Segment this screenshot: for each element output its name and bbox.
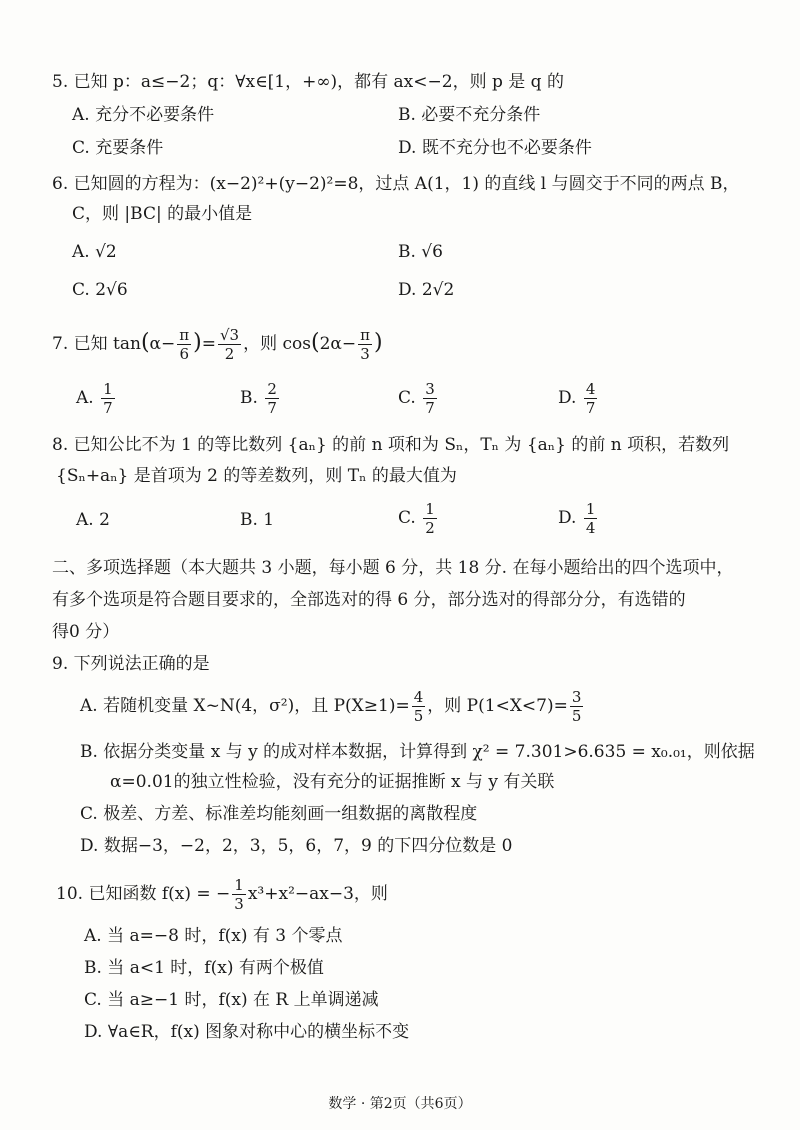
q7-equals: = — [201, 334, 216, 354]
q8-stem-line2: {Sₙ+aₙ} 是首项为 2 的等差数列，则 Tₙ 的最大值为 — [56, 466, 457, 486]
q5-option-c: C. 充要条件 — [72, 138, 164, 158]
q7-option-b: B. $\frac{2}{7}$ — [240, 380, 277, 417]
q6-stem-line2: C，则 |BC| 的最小值是 — [72, 204, 253, 224]
q9-option-d: D. 数据−3，−2，2，3，5，6，7，9 的下四分位数是 0 — [80, 836, 513, 856]
q10-option-a: A. 当 a=−8 时，f(x) 有 3 个零点 — [84, 926, 343, 946]
q7-option-c: C. $\frac{3}{7}$ — [398, 380, 435, 417]
q7-fraction-pi-3: $\frac{\pi}{3}$ — [360, 326, 370, 363]
q7-option-d: D. $\frac{4}{7}$ — [558, 380, 596, 417]
q6-stem-line1: 6. 已知圆的方程为：(x−2)²+(y−2)²=8，过点 A(1，1) 的直线 l 与圆交于不同的两点 B， — [52, 174, 740, 194]
q8-option-d: D. $\frac{1}{4}$ — [558, 500, 596, 537]
q5-stem: 5. 已知 p：a≤−2；q：∀x∈[1，+∞)，都有 ax<−2，则 p 是 q 的 — [52, 72, 564, 92]
q8-stem-line1: 8. 已知公比不为 1 的等比数列 {aₙ} 的前 n 项和为 Sₙ，Tₙ 为 {aₙ} 的前 n 项积，若数列 — [52, 435, 730, 455]
q10-option-b: B. 当 a<1 时，f(x) 有两个极值 — [84, 958, 324, 978]
q9-option-b-line2: α=0.01的独立性检验，没有充分的证据推断 x 与 y 有关联 — [110, 772, 555, 792]
q6-option-c: C. 2√6 — [72, 280, 128, 300]
q7-alpha-minus: α− — [149, 334, 176, 354]
section2-line2: 有多个选项是符合题目要求的，全部选对的得 6 分，部分选对的得部分分，有选错的 — [52, 590, 686, 610]
q9-stem: 9. 下列说法正确的是 — [52, 654, 210, 674]
q7-fraction-sqrt3-2: $\frac{√3}{2}$ — [219, 326, 240, 363]
q7-2alpha-minus: 2α− — [319, 334, 357, 354]
q10-option-c: C. 当 a≥−1 时，f(x) 在 R 上单调递减 — [84, 990, 379, 1010]
q9-option-a: A. 若随机变量 X~N(4，σ²)，且 P(X≥1)= $\frac{4}{5}$ ，则 P(1<X<7)= $\frac{3}{5}$ — [80, 688, 582, 725]
q8-option-b: B. 1 — [240, 510, 275, 530]
q5-option-b: B. 必要不充分条件 — [398, 105, 541, 125]
page-footer: 数学 · 第2页（共6页） — [328, 1096, 472, 1112]
q8-option-a: A. 2 — [76, 510, 110, 530]
q9-option-c: C. 极差、方差、标准差均能刻画一组数据的离散程度 — [80, 804, 478, 824]
q7-then: ，则 cos — [243, 334, 311, 354]
q9-option-b-line1: B. 依据分类变量 x 与 y 的成对样本数据，计算得到 χ² = 7.301>6.635 = x₀.₀₁，则依据 — [80, 742, 755, 762]
q7-fraction-pi-6: $\frac{\pi}{6}$ — [179, 326, 190, 363]
q5-option-d: D. 既不充分也不必要条件 — [398, 138, 592, 158]
q7-stem: 7. 已知 tan(α− $\frac{\pi}{6}$ )= $\frac{√3}{2}$ ，则 cos(2α− $\frac{\pi}{3}$ ) — [52, 326, 383, 363]
q6-option-b: B. √6 — [398, 242, 443, 262]
q5-option-a: A. 充分不必要条件 — [72, 105, 215, 125]
q8-option-c: C. $\frac{1}{2}$ — [398, 500, 435, 537]
q7-option-a: A. $\frac{1}{7}$ — [76, 380, 113, 417]
q6-option-d: D. 2√2 — [398, 280, 455, 300]
q10-stem: 10. 已知函数 f(x) = − $\frac{1}{3}$ x³+x²−ax−3，则 — [56, 876, 388, 913]
section2-line1: 二、多项选择题（本大题共 3 小题，每小题 6 分，共 18 分. 在每小题给出的四个选项中， — [52, 558, 734, 578]
q6-option-a: A. √2 — [72, 242, 117, 262]
q10-option-d: D. ∀a∈R，f(x) 图象对称中心的横坐标不变 — [84, 1022, 410, 1042]
q7-prefix: 7. 已知 tan — [52, 334, 141, 354]
section2-line3: 得0 分） — [52, 622, 120, 642]
